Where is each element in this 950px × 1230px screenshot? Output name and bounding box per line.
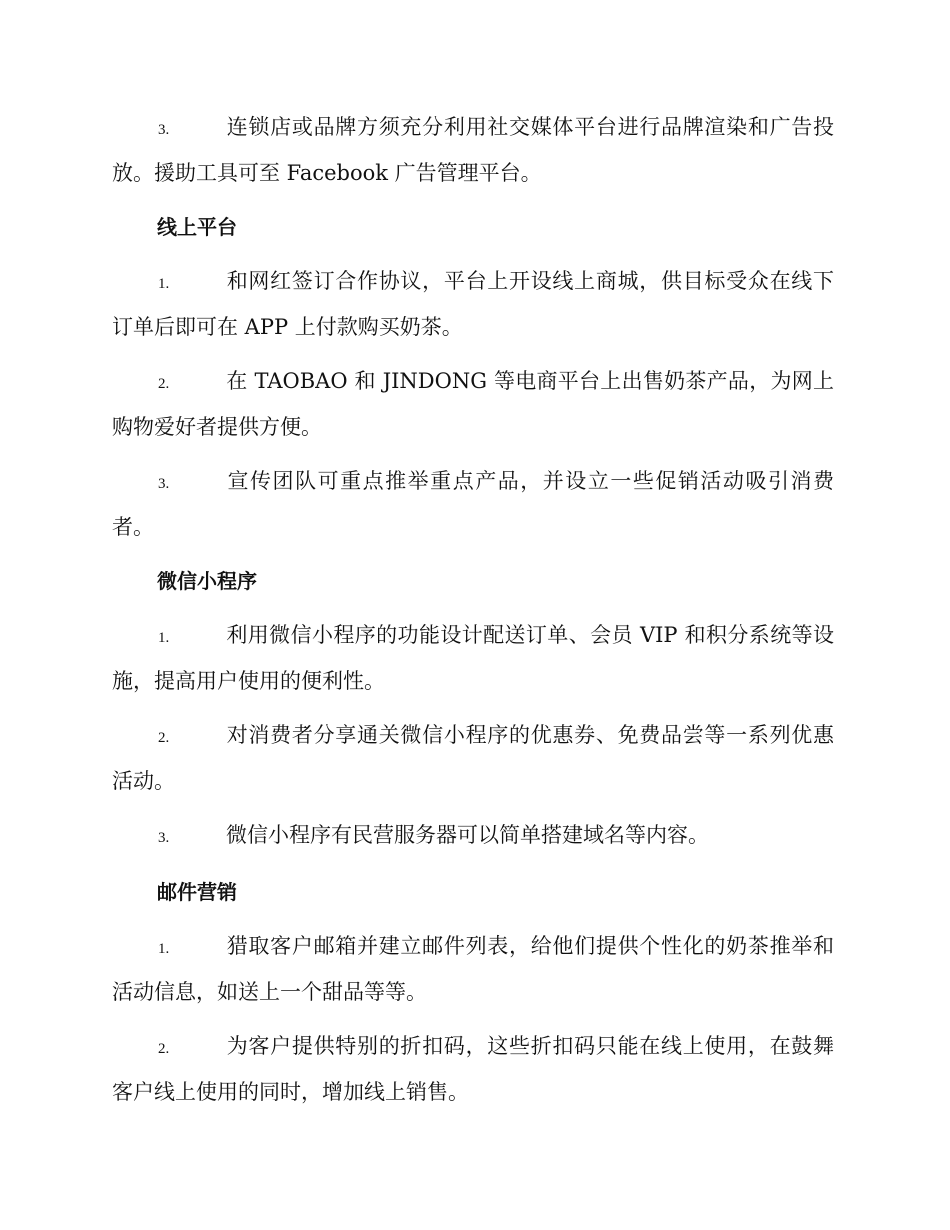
list-item-text: 和网红签订合作协议，平台上开设线上商城，供目标受众在线下订单后即可在 APP 上付款购买奶茶。	[112, 269, 834, 339]
section-heading-wechat-mini-program: 微信小程序	[157, 569, 257, 593]
list-item-number: 1.	[158, 630, 170, 646]
list-item	[112, 925, 834, 1014]
list-item-text: 微信小程序有民营服务器可以简单搭建域名等内容。	[226, 823, 709, 847]
list-item-number: 2.	[158, 376, 170, 392]
list-item	[112, 714, 834, 803]
list-item-number: 1.	[158, 941, 170, 957]
list-item	[112, 614, 834, 703]
list-item	[112, 360, 834, 449]
list-item-text: 利用微信小程序的功能设计配送订单、会员 VIP 和积分系统等设施，提高用户使用的便利性。	[112, 623, 834, 693]
list-item	[112, 260, 834, 349]
list-item-number: 3.	[158, 122, 170, 138]
list-item	[112, 1025, 834, 1114]
section-heading-email-marketing: 邮件营销	[157, 880, 237, 904]
list-item-number: 1.	[158, 276, 170, 292]
list-item	[112, 814, 834, 860]
list-item	[112, 460, 834, 549]
document-body	[112, 106, 834, 1125]
list-item-text: 对消费者分享通关微信小程序的优惠券、免费品尝等一系列优惠活动。	[112, 723, 834, 793]
list-item-text: 为客户提供特别的折扣码，这些折扣码只能在线上使用，在鼓舞客户线上使用的同时，增加线上销售。	[112, 1034, 834, 1104]
list-item-number: 2.	[158, 1041, 170, 1057]
list-item-number: 3.	[158, 830, 170, 846]
section-heading-online-platform: 线上平台	[157, 215, 237, 239]
list-item	[112, 106, 834, 195]
list-item-text: 在 TAOBAO 和 JINDONG 等电商平台上出售奶茶产品，为网上购物爱好者提供方便。	[112, 369, 834, 439]
list-item-number: 3.	[158, 476, 170, 492]
list-item-text: 宣传团队可重点推举重点产品，并设立一些促销活动吸引消费者。	[112, 469, 834, 539]
list-item-text: 猎取客户邮箱并建立邮件列表，给他们提供个性化的奶茶推举和活动信息，如送上一个甜品等等。	[112, 934, 834, 1004]
list-item-text: 连锁店或品牌方须充分利用社交媒体平台进行品牌渲染和广告投放。援助工具可至 Facebook 广告管理平台。	[112, 115, 834, 185]
list-item-number: 2.	[158, 730, 170, 746]
